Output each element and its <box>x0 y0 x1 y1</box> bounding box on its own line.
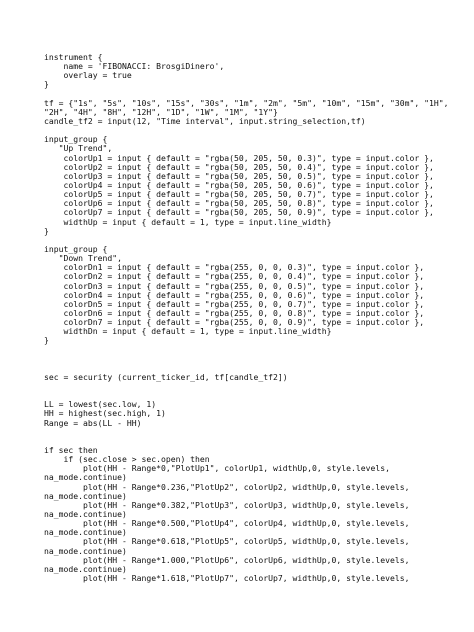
code-line: HH = highest(sec.high, 1) <box>44 408 166 419</box>
code-line: tf = {"1s", "5s", "10s", "15s", "30s", "1m", "2m", "5m", "10m", "15m", "30m", "1H", <box>44 97 449 108</box>
code-line: candle_tf2 = input(12, "Time interval", input.string_selection,tf) <box>44 115 366 126</box>
code-line: colorUp7 = input { default = "rgba(50, 205, 50, 0.9)", type = input.color }, <box>44 207 434 218</box>
code-line <box>44 437 448 446</box>
code-line: na_mode.continue) <box>44 472 127 483</box>
code-line: } <box>44 225 49 236</box>
code-line: plot(HH - Range*0.236,"PlotUp2", colorUp2, widthUp,0, style.levels, <box>44 481 410 492</box>
code-line: na_mode.continue) <box>44 527 127 538</box>
code-line: "2H", "4H", "8H", "12H", "1D", "1W", "1M", "1Y"} <box>44 106 278 117</box>
code-line: na_mode.continue) <box>44 490 127 501</box>
code-line: colorUp4 = input { default = "rgba(50, 205, 50, 0.6)", type = input.color }, <box>44 179 434 190</box>
code-line: overlay = true <box>44 70 132 81</box>
code-line: plot(HH - Range*0.618,"PlotUp5", colorUp5, widthUp,0, style.levels, <box>44 536 410 547</box>
code-line: instrument { <box>44 52 103 62</box>
code-line: na_mode.continue) <box>44 545 127 556</box>
code-line: plot(HH - Range*0,"PlotUp1", colorUp1, widthUp,0, style.levels, <box>44 463 390 474</box>
code-line: plot(HH - Range*1.618,"PlotUp7", colorUp7, widthUp,0, style.levels, <box>44 573 410 584</box>
code-line: input_group { <box>44 243 108 254</box>
code-line: if sec then <box>44 445 98 456</box>
code-line: colorDn2 = input { default = "rgba(255, 0, 0, 0.4)", type = input.color }, <box>44 271 425 282</box>
code-line: colorDn6 = input { default = "rgba(255, 0, 0, 0.8)", type = input.color }, <box>44 307 425 318</box>
code-line: } <box>44 335 49 346</box>
code-line: plot(HH - Range*0.500,"PlotUp4", colorUp4, widthUp,0, style.levels, <box>44 518 410 529</box>
code-line: if (sec.close > sec.open) then <box>44 454 210 465</box>
code-line <box>44 583 448 592</box>
code-line: widthUp = input { default = 1, type = input.line_width} <box>44 216 332 227</box>
code-line: widthDn = input { default = 1, type = input.line_width} <box>44 326 332 337</box>
code-line: plot(HH - Range*0.382,"PlotUp3", colorUp3, widthUp,0, style.levels, <box>44 499 410 510</box>
code-line <box>44 346 448 355</box>
code-line: colorDn5 = input { default = "rgba(255, 0, 0, 0.7)", type = input.color }, <box>44 298 425 309</box>
code-line: "Up Trend", <box>44 143 113 154</box>
code-line: colorUp1 = input { default = "rgba(50, 205, 50, 0.3)", type = input.color }, <box>44 152 434 163</box>
code-line: na_mode.continue) <box>44 563 127 574</box>
code-line: Range = abs(LL - HH) <box>44 417 142 428</box>
code-line <box>44 355 448 364</box>
code-line: plot(HH - Range*1.000,"PlotUp6", colorUp6, widthUp,0, style.levels, <box>44 554 410 565</box>
code-line: colorUp6 = input { default = "rgba(50, 205, 50, 0.8)", type = input.color }, <box>44 198 434 209</box>
code-line: name = 'FIBONACCI: BrosgiDinero', <box>44 61 225 72</box>
code-line: colorUp2 = input { default = "rgba(50, 205, 50, 0.4)", type = input.color }, <box>44 161 434 172</box>
code-line: LL = lowest(sec.low, 1) <box>44 399 157 410</box>
code-line: colorUp5 = input { default = "rgba(50, 205, 50, 0.7)", type = input.color }, <box>44 189 434 200</box>
code-line: colorUp3 = input { default = "rgba(50, 205, 50, 0.5)", type = input.color }, <box>44 170 434 181</box>
code-line <box>44 428 448 437</box>
code-line: } <box>44 79 49 90</box>
code-line: colorDn3 = input { default = "rgba(255, 0, 0, 0.5)", type = input.color }, <box>44 280 425 291</box>
code-line: na_mode.continue) <box>44 509 127 520</box>
code-block <box>44 53 448 592</box>
code-line: input_group { <box>44 134 108 145</box>
code-line: "Down Trend", <box>44 253 122 264</box>
code-line: colorDn4 = input { default = "rgba(255, 0, 0, 0.6)", type = input.color }, <box>44 289 425 300</box>
code-line: sec = security (current_ticker_id, tf[candle_tf2]) <box>44 371 288 382</box>
code-line <box>44 382 448 391</box>
code-line: colorDn7 = input { default = "rgba(255, 0, 0, 0.9)", type = input.color }, <box>44 317 425 328</box>
code-line: colorDn1 = input { default = "rgba(255, 0, 0, 0.3)", type = input.color }, <box>44 262 425 273</box>
